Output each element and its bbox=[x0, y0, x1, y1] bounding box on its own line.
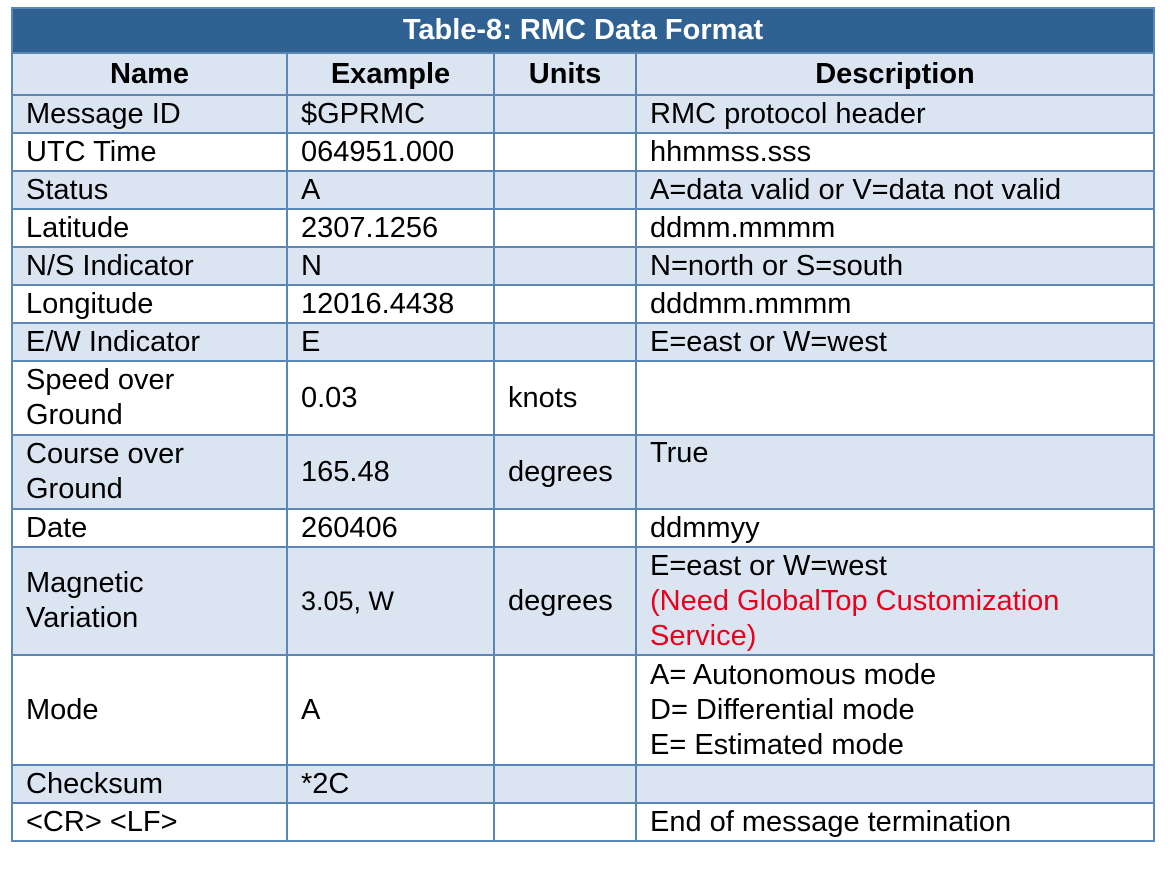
cell-line: E= Estimated mode bbox=[650, 728, 904, 761]
table-row bbox=[12, 285, 1154, 323]
table-row bbox=[12, 361, 1154, 435]
table-row bbox=[12, 209, 1154, 247]
cell-name bbox=[12, 547, 287, 655]
cell-line: E=east or W=west bbox=[650, 549, 887, 582]
cell-description bbox=[636, 285, 1154, 323]
table-title-row bbox=[12, 8, 1154, 53]
cell-name bbox=[12, 361, 287, 435]
cell-line: Ground bbox=[26, 473, 123, 505]
cell-units: degrees bbox=[494, 547, 636, 655]
cell-description bbox=[636, 655, 1154, 765]
cell-name: Checksum bbox=[12, 765, 287, 803]
column-header-units: Units bbox=[494, 53, 636, 95]
cell-line: hhmmss.sss bbox=[650, 135, 812, 168]
cell-description bbox=[636, 247, 1154, 285]
cell-description bbox=[636, 323, 1154, 361]
cell-units bbox=[494, 803, 636, 841]
cell-units bbox=[494, 509, 636, 547]
cell-description bbox=[636, 133, 1154, 171]
cell-units: degrees bbox=[494, 435, 636, 509]
column-header-name: Name bbox=[12, 53, 287, 95]
cell-units bbox=[494, 95, 636, 133]
table-row bbox=[12, 765, 1154, 803]
cell-example: A bbox=[287, 171, 494, 209]
cell-name: UTC Time bbox=[12, 133, 287, 171]
table-row bbox=[12, 547, 1154, 655]
table-row bbox=[12, 247, 1154, 285]
cell-line: Speed over bbox=[26, 364, 175, 396]
column-header-description: Description bbox=[636, 53, 1154, 95]
cell-line: True bbox=[650, 437, 709, 469]
cell-units bbox=[494, 209, 636, 247]
cell-name bbox=[12, 435, 287, 509]
description-note-line: Service) bbox=[650, 619, 757, 652]
table-row bbox=[12, 323, 1154, 361]
cell-line: ddmmyy bbox=[650, 511, 760, 544]
table-row bbox=[12, 655, 1154, 765]
cell-example: A bbox=[287, 655, 494, 765]
cell-units bbox=[494, 765, 636, 803]
cell-units bbox=[494, 323, 636, 361]
table-row bbox=[12, 171, 1154, 209]
cell-description bbox=[636, 803, 1154, 841]
cell-name: Message ID bbox=[12, 95, 287, 133]
cell-name: Longitude bbox=[12, 285, 287, 323]
cell-example: 064951.000 bbox=[287, 133, 494, 171]
cell-line: D= Differential mode bbox=[650, 693, 915, 726]
cell-example: $GPRMC bbox=[287, 95, 494, 133]
cell-units bbox=[494, 247, 636, 285]
cell-description bbox=[636, 95, 1154, 133]
cell-line: ddmm.mmmm bbox=[650, 211, 836, 244]
description-note-line: (Need GlobalTop Customization bbox=[650, 584, 1060, 617]
cell-name: E/W Indicator bbox=[12, 323, 287, 361]
cell-units bbox=[494, 285, 636, 323]
cell-description bbox=[636, 209, 1154, 247]
table-body bbox=[12, 95, 1154, 841]
cell-example: 12016.4438 bbox=[287, 285, 494, 323]
cell-name: N/S Indicator bbox=[12, 247, 287, 285]
cell-description bbox=[636, 765, 1154, 803]
cell-units bbox=[494, 655, 636, 765]
cell-description bbox=[636, 171, 1154, 209]
cell-units bbox=[494, 171, 636, 209]
cell-example: *2C bbox=[287, 765, 494, 803]
cell-line: A= Autonomous mode bbox=[650, 658, 937, 691]
cell-description bbox=[636, 435, 1154, 509]
cell-example: E bbox=[287, 323, 494, 361]
cell-line: RMC protocol header bbox=[650, 97, 926, 130]
cell-line: End of message termination bbox=[650, 805, 1012, 838]
cell-line: Magnetic bbox=[26, 567, 144, 599]
rmc-data-format-table bbox=[11, 7, 1155, 842]
cell-line: E=east or W=west bbox=[650, 325, 887, 358]
cell-example: 2307.1256 bbox=[287, 209, 494, 247]
table-header-row bbox=[12, 53, 1154, 95]
table-row bbox=[12, 435, 1154, 509]
cell-line: dddmm.mmmm bbox=[650, 287, 852, 320]
cell-units bbox=[494, 133, 636, 171]
cell-name: Latitude bbox=[12, 209, 287, 247]
cell-line: Variation bbox=[26, 602, 139, 634]
cell-example bbox=[287, 803, 494, 841]
cell-example: 3.05, W bbox=[287, 547, 494, 655]
cell-line: Ground bbox=[26, 399, 123, 431]
cell-name: Status bbox=[12, 171, 287, 209]
cell-name: Date bbox=[12, 509, 287, 547]
cell-example: 165.48 bbox=[287, 435, 494, 509]
cell-description bbox=[636, 361, 1154, 435]
column-header-example: Example bbox=[287, 53, 494, 95]
table-row bbox=[12, 509, 1154, 547]
table-title: Table-8: RMC Data Format bbox=[12, 8, 1154, 53]
cell-line: N=north or S=south bbox=[650, 249, 904, 282]
cell-units: knots bbox=[494, 361, 636, 435]
cell-example: 260406 bbox=[287, 509, 494, 547]
table-row bbox=[12, 803, 1154, 841]
table-row bbox=[12, 95, 1154, 133]
cell-description bbox=[636, 547, 1154, 655]
cell-line: Course over bbox=[26, 438, 184, 470]
cell-example: N bbox=[287, 247, 494, 285]
cell-name: <CR> <LF> bbox=[12, 803, 287, 841]
cell-example: 0.03 bbox=[287, 361, 494, 435]
cell-line: A=data valid or V=data not valid bbox=[650, 173, 1062, 206]
cell-description bbox=[636, 509, 1154, 547]
table-row bbox=[12, 133, 1154, 171]
cell-name: Mode bbox=[12, 655, 287, 765]
